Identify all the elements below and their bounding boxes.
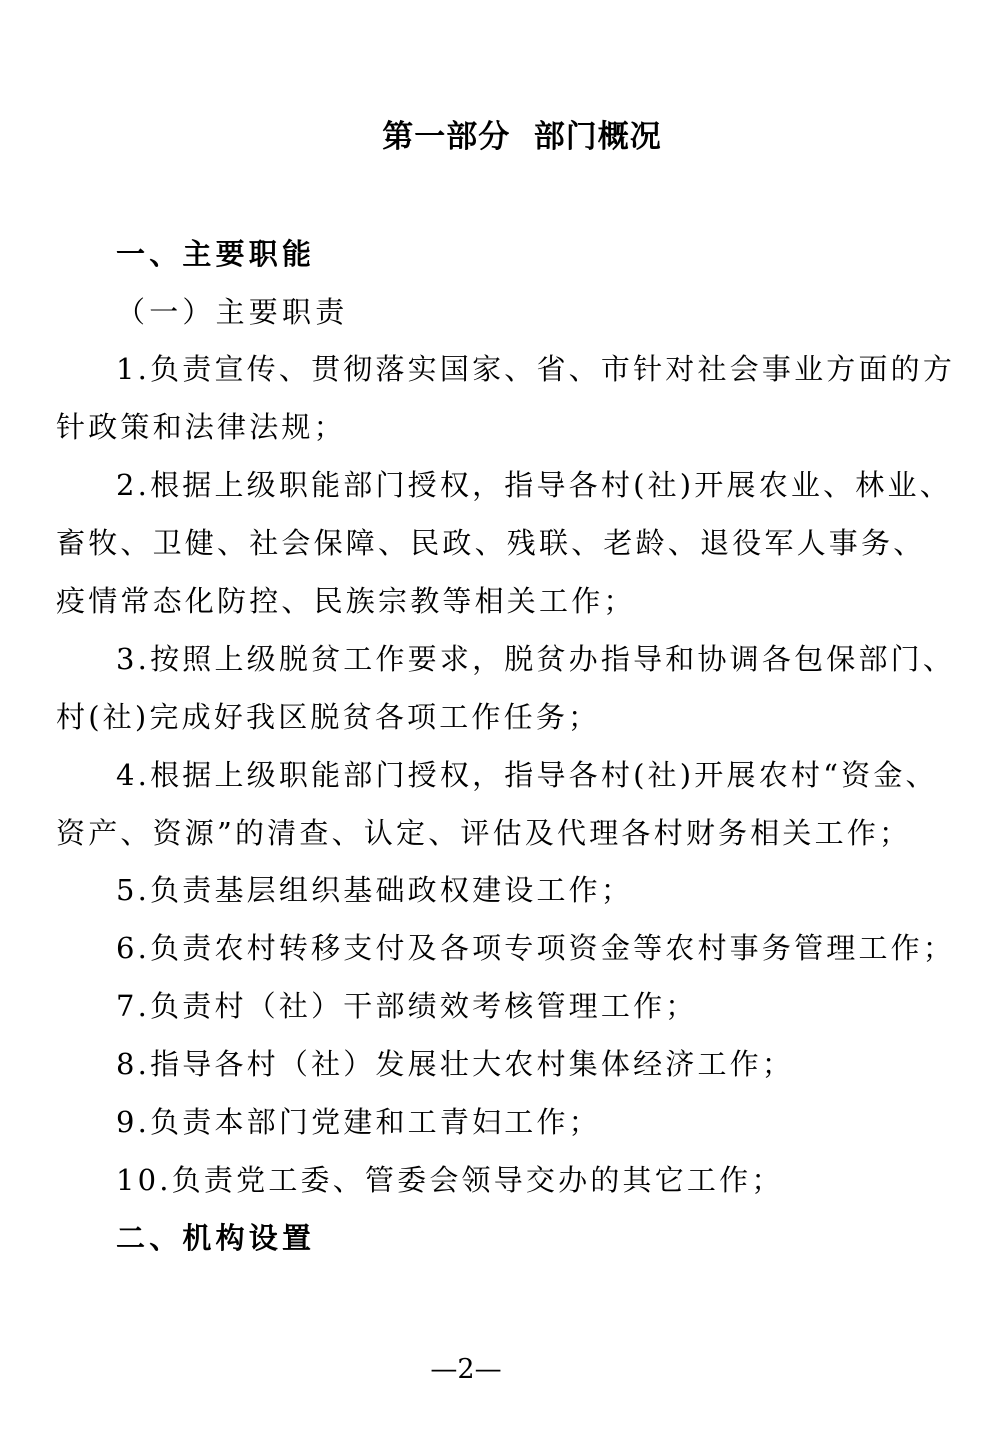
duty-item-2-line-2: 畜牧、卫健、社会保障、民政、残联、老龄、退役军人事务、 <box>56 526 926 560</box>
duty-item-1-line-2: 针政策和法律法规； <box>56 410 346 444</box>
page-title: 第一部分 部门概况 <box>382 119 662 155</box>
duty-item-2-line-1: 2.根据上级职能部门授权，指导各村(社)开展农业、林业、 <box>116 468 952 502</box>
duty-item-2-line-3: 疫情常态化防控、民族宗教等相关工作； <box>56 584 636 618</box>
duty-item-4-line-1: 4.根据上级职能部门授权，指导各村(社)开展农村“资金、 <box>116 758 938 792</box>
section-heading-main-functions: 一、主要职能 <box>116 237 316 271</box>
page-number: —2— <box>430 1354 502 1385</box>
subsection-heading-main-duties: （一）主要职责 <box>116 295 349 329</box>
duty-item-9: 9.负责本部门党建和工青妇工作； <box>116 1105 601 1139</box>
duty-item-4-line-2: 资产、资源”的清查、认定、评估及代理各村财务相关工作； <box>56 816 912 850</box>
duty-item-10: 10.负责党工委、管委会领导交办的其它工作； <box>116 1163 784 1197</box>
duty-item-7: 7.负责村（社）干部绩效考核管理工作； <box>116 989 698 1023</box>
duty-item-1-line-1: 1.负责宣传、贯彻落实国家、省、市针对社会事业方面的方 <box>116 352 956 386</box>
duty-item-3-line-1: 3.按照上级脱贫工作要求，脱贫办指导和协调各包保部门、 <box>116 642 956 676</box>
duty-item-5: 5.负责基层组织基础政权建设工作； <box>116 873 634 907</box>
section-heading-org-structure: 二、机构设置 <box>116 1221 316 1255</box>
duty-item-8: 8.指导各村（社）发展壮大农村集体经济工作； <box>116 1047 795 1081</box>
duty-item-3-line-2: 村(社)完成好我区脱贫各项工作任务； <box>56 700 601 734</box>
duty-item-6: 6.负责农村转移支付及各项专项资金等农村事务管理工作； <box>116 931 956 965</box>
